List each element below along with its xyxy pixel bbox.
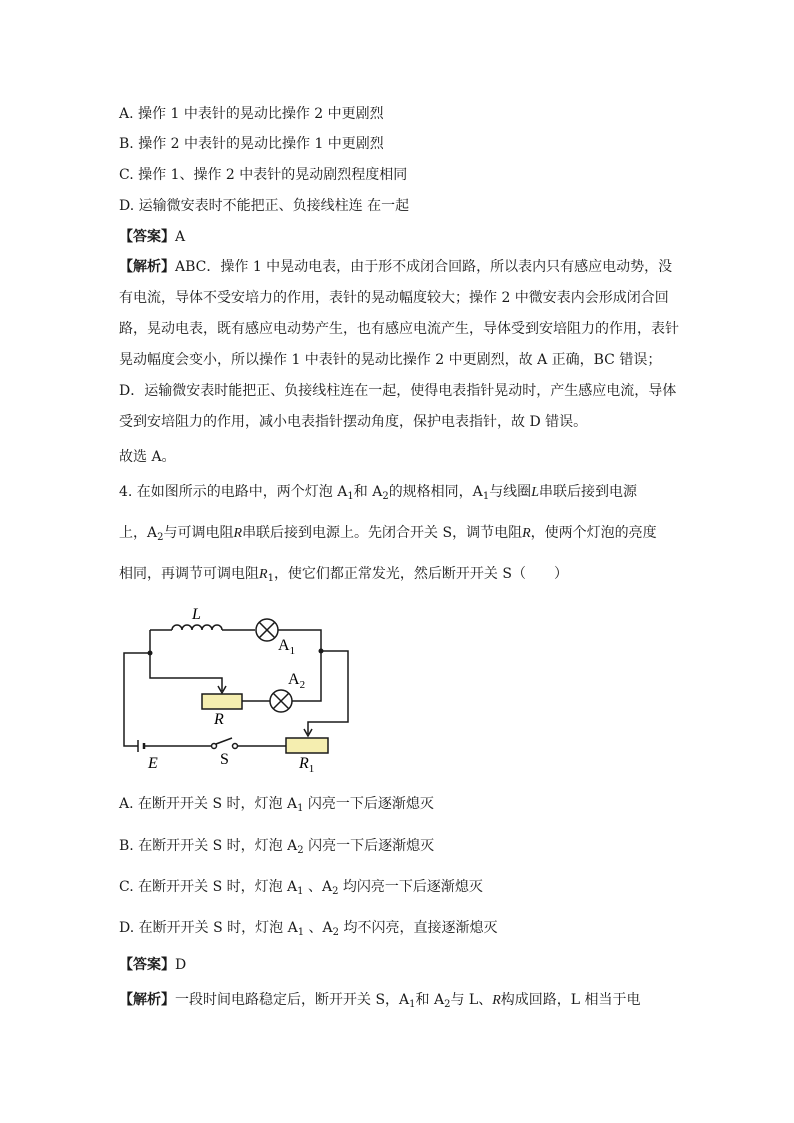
analysis-text-2: D．运输微安表时能把正、负接线柱连在一起，使得电表指针晃动时，产生感应电流，导体受到安培阻力的作用，减小电表指针摆动角度，保护电表指针，故 D 错误。 (119, 383, 677, 430)
label-r: R (214, 711, 224, 728)
analysis-label: 【解析】 (119, 992, 175, 1008)
conclusion-q3: 故选 A。 (119, 449, 176, 465)
wire (308, 651, 348, 734)
junction-dot (319, 649, 324, 654)
option-c-q3: C. 操作 1、操作 2 中表针的晃动剧烈程度相同 (119, 167, 408, 183)
option-d-q3: D. 运输微安表时不能把正、负接线柱连 在一起 (119, 198, 410, 214)
option-d-q4: D. 在断开开关 S 时，灯泡 $A_1$ 、$A_2$ 均不闪亮，直接逐渐熄灭 (119, 920, 498, 938)
label-r1: $R_1$ (299, 755, 315, 775)
option-c-q4: C. 在断开开关 S 时，灯泡 $A_1$ 、$A_2$ 均闪亮一下后逐渐熄灭 (119, 879, 483, 897)
answer-value: A (175, 229, 186, 245)
inductor-coil (172, 625, 222, 630)
switch-contact (212, 744, 217, 749)
label-a1: $A_1$ (278, 637, 296, 657)
question-4-line-1: 4. 在如图所示的电路中，两个灯泡 $A_1$和 $A_2$的规格相同，$A_1$与线圈L串联后接到电源 (119, 484, 637, 502)
analysis-q3 (119, 252, 679, 438)
circuit-diagram (110, 598, 370, 778)
option-a-q3: A. 操作 1 中表针的晃动比操作 2 中更剧烈 (119, 106, 384, 122)
label-e: E (148, 755, 158, 772)
lamp-a2-cross (273, 693, 289, 709)
option-b-q3: B. 操作 2 中表针的晃动比操作 1 中更剧烈 (119, 136, 384, 152)
switch-contact (233, 744, 238, 749)
answer-value: D (175, 957, 187, 973)
answer-q4 (119, 955, 186, 975)
resistor-r1 (286, 738, 328, 753)
option-a-q4: A. 在断开开关 S 时，灯泡 $A_1$ 闪亮一下后逐渐熄灭 (119, 796, 434, 814)
answer-label: 【答案】 (119, 957, 175, 973)
label-a2: $A_2$ (288, 671, 306, 691)
answer-label: 【答案】 (119, 229, 175, 245)
analysis-text: ABC．操作 1 中晃动电表，由于形不成闭合回路，所以表内只有感应电动势，没有电流，导体不受安培力的作用，表针的晃动幅度较大；操作 2 中微安表内会形成闭合回路，晃动电表，既有感应电动势产生，也有感应电流产生，导体受到安培阻力的作用，表针晃动幅度会变小，所以操作 1 中表针的晃动比操作 2 中更剧烈，故 A 正确，BC 错误； (119, 259, 679, 368)
wire (124, 653, 150, 746)
label-l: L (192, 606, 201, 623)
switch-blade (216, 738, 232, 744)
label-s: S (220, 751, 229, 768)
wire (150, 653, 222, 691)
analysis-q4: 【解析】一段时间电路稳定后，断开开关 S，$A_1$和 $A_2$与 L、R构成回路，L 相当于电 (119, 992, 641, 1010)
question-4-line-2: 上，$A_2$与可调电阻R串联后接到电源上。先闭合开关 S，调节电阻R，使两个灯泡的亮度 (119, 525, 657, 543)
lamp-a1-cross (259, 622, 275, 638)
analysis-label: 【解析】 (119, 259, 175, 275)
option-b-q4: B. 在断开开关 S 时，灯泡 $A_2$ 闪亮一下后逐渐熄灭 (119, 838, 435, 856)
answer-q3 (119, 227, 185, 247)
question-4-line-3: 相同，再调节可调电阻$R_1$，使它们都正常发光，然后断开开关 S（ ） (119, 566, 568, 584)
resistor-r (202, 694, 242, 709)
junction-dot (148, 651, 153, 656)
